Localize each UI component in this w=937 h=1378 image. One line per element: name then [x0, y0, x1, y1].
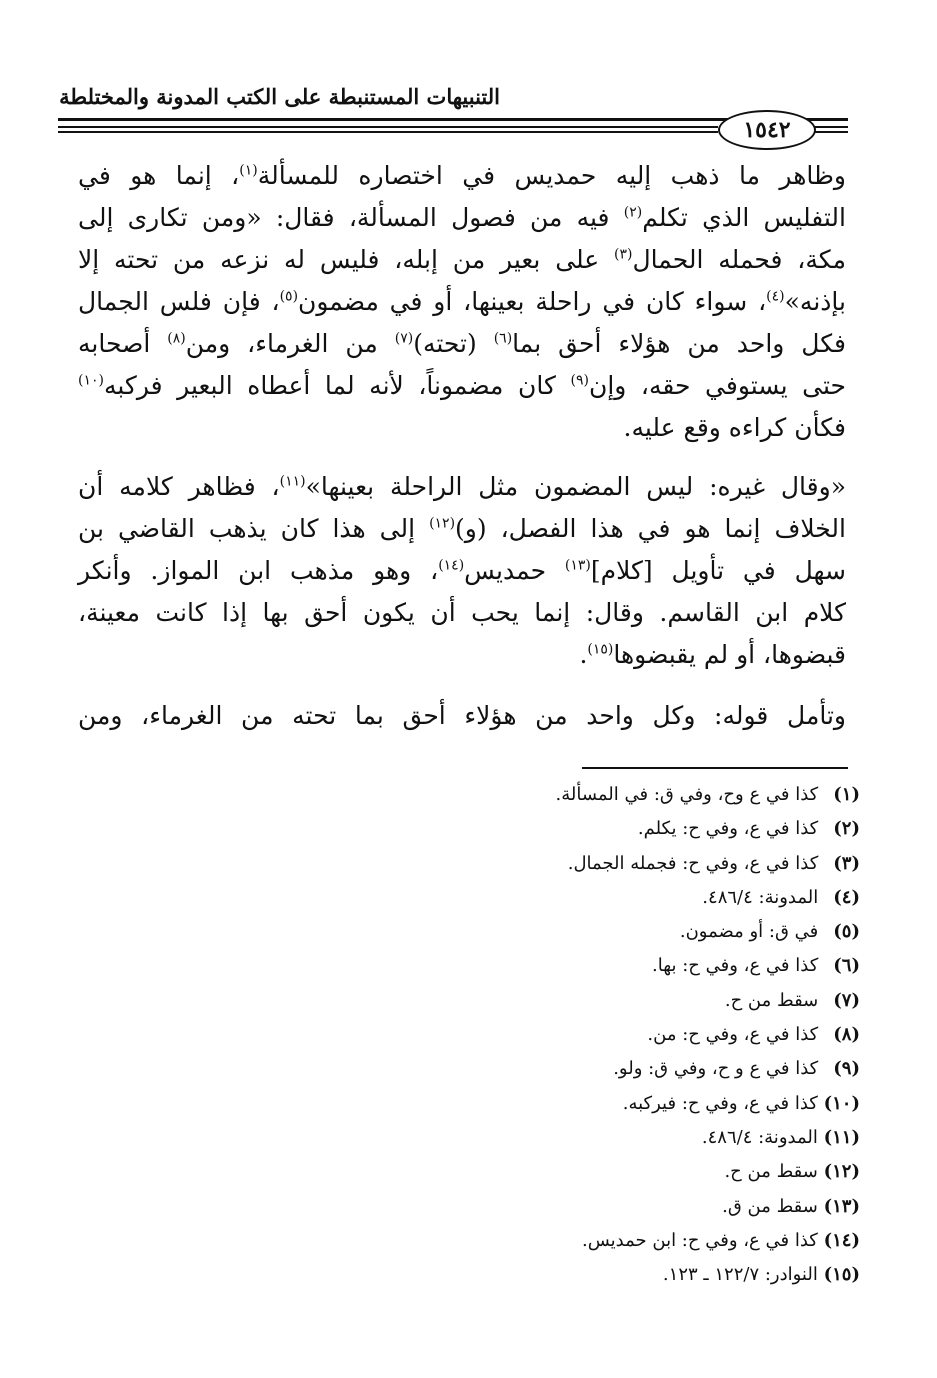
- text-line: حتى يستوفي حقه، وإن$^{(٩)}$ كان مضموناً، لأنه لما أعطاه البعير فركبه$^{(١٠)}$: [78, 371, 846, 400]
- header-double-rule-left: [58, 126, 718, 128]
- footnote: [440, 1121, 860, 1155]
- footnote-number: (١): [833, 784, 860, 805]
- footnotes: [440, 778, 860, 1292]
- text-line: سهل في تأويل [كلام]$^{(١٣)}$ حمديس$^{(١٤)}$، وهو مذهب ابن المواز. وأنكر: [78, 556, 846, 585]
- footnote-ref: (١٥): [587, 641, 614, 658]
- footnote-text: كذا في ع، وفي ح: بها.: [651, 955, 819, 977]
- footnote-number: (٩): [833, 1058, 860, 1080]
- footnote-number: (٥): [833, 921, 860, 943]
- footnote: [440, 1190, 860, 1224]
- footnote-divider: [582, 767, 848, 769]
- footnote: [440, 949, 860, 983]
- text-line: وظاهر ما ذهب إليه حمديس في اختصاره للمسألة$^{(١)}$، إنما هو في: [78, 161, 846, 190]
- footnote-text: سقط من ق.: [722, 1195, 818, 1217]
- footnote-number: (٤): [833, 886, 860, 908]
- footnote: [440, 1155, 860, 1189]
- page-number: ١٥٤٢: [718, 110, 816, 150]
- footnote-text: كذا في ع، وفي ح: من.: [647, 1024, 819, 1046]
- footnote-ref: (٥): [279, 288, 299, 305]
- footnote-ref: (٩): [570, 372, 589, 389]
- footnote-ref: (٤): [766, 288, 785, 305]
- footnote: [440, 1087, 860, 1121]
- footnote: [440, 881, 860, 915]
- text-line: قبضوها، أو لم يقبضوها$^{(١٥)}$.: [579, 640, 846, 669]
- footnote-text: في ق: أو مضمون.: [679, 921, 819, 943]
- footnote: [440, 847, 860, 881]
- footnote-ref: (١٤): [438, 557, 465, 574]
- footnote-text: كذا في ع، وفي ح: ابن حمديس.: [581, 1229, 818, 1251]
- footnote: [440, 778, 860, 812]
- text-line: فكل واحد من هؤلاء أحق بما$^{(٦)}$ (تحته)$^{(٧)}$ من الغرماء، ومن$^{(٨)}$ أصحابه: [78, 329, 846, 358]
- footnote: [440, 984, 860, 1018]
- footnote: [440, 915, 860, 949]
- footnote-ref: (١٢): [429, 515, 456, 532]
- footnote-text: كذا في ع و ح، وفي ق: ولو.: [613, 1058, 819, 1080]
- footnote-ref: (٦): [493, 330, 513, 347]
- footnote-text: سقط من ح.: [724, 989, 819, 1011]
- footnote-ref: (٧): [394, 330, 414, 347]
- text-line: «وقال غيره: ليس المضمون مثل الراحلة بعينها»$^{(١١)}$، فظاهر كلامه أن: [78, 472, 846, 501]
- body-paragraph: [78, 695, 846, 737]
- footnote-ref: (١٣): [564, 557, 591, 574]
- footnote-text: كذا في ع، وفي ح: فيركبه.: [622, 1092, 818, 1114]
- text-line: مكة، فحمله الحمال$^{(٣)}$ على بعير من إبله، فليس له نزعه من تحته إلا: [78, 245, 846, 274]
- footnote-text: كذا في ع وح، وفي ق: في المسألة.: [555, 784, 819, 805]
- footnote-number: (١٠): [823, 1092, 860, 1114]
- footnote-number: (١٥): [823, 1264, 860, 1286]
- text-line: وتأمل قوله: وكل واحد من هؤلاء أحق بما تحته من الغرماء، ومن: [78, 701, 846, 730]
- footnote-number: (١٢): [823, 1161, 860, 1183]
- text-line: بإذنه»$^{(٤)}$، سواء كان في راحلة بعينها، أو في مضمون$^{(٥)}$، فإن فلس الجمال: [78, 287, 846, 316]
- text-line: الخلاف إنما هو في هذا الفصل، (و)$^{(١٢)}$ إلى هذا كان يذهب القاضي بن: [78, 514, 846, 543]
- header-double-rule-right-inner: [812, 131, 848, 133]
- footnote-ref: (١): [239, 162, 258, 179]
- footnote-number: (٨): [833, 1024, 860, 1046]
- footnote-ref: (٢): [623, 204, 643, 221]
- footnote-text: سقط من ح.: [724, 1161, 818, 1183]
- footnote: [440, 1018, 860, 1052]
- footnote: [440, 1224, 860, 1258]
- footnote-text: النوادر: ١٢٢/٧ ـ ١٢٣.: [662, 1264, 818, 1286]
- footnote-number: (٧): [833, 989, 860, 1011]
- footnote-number: (١١): [823, 1126, 860, 1148]
- body-paragraph: [78, 466, 846, 676]
- footnote-ref: (١٠): [78, 372, 104, 389]
- footnote-ref: (٣): [614, 246, 633, 263]
- header-double-rule-left-inner: [58, 131, 718, 133]
- footnote-text: المدونة: ٤٨٦/٤.: [702, 886, 819, 908]
- footnote-ref: (١١): [279, 473, 306, 490]
- footnote: [440, 1258, 860, 1292]
- running-title: التنبيهات المستنبطة على الكتب المدونة والمختلطة: [59, 84, 500, 109]
- footnote-number: (٦): [833, 955, 860, 977]
- text-line: التفليس الذي تكلم$^{(٢)}$ فيه من فصول المسألة، فقال: «ومن تكارى إلى: [78, 203, 846, 232]
- footnote-number: (١٣): [823, 1195, 860, 1217]
- footnote-text: المدونة: ٤٨٦/٤.: [701, 1126, 818, 1148]
- footnote-number: (٣): [833, 852, 860, 874]
- body-paragraph: [78, 155, 846, 449]
- footnote: [440, 812, 860, 846]
- footnote-text: كذا في ع، وفي ح: يكلم.: [637, 818, 819, 840]
- header-double-rule-right: [812, 126, 848, 128]
- footnote-ref: (٨): [167, 330, 186, 347]
- footnote-text: كذا في ع، وفي ح: فجمله الجمال.: [567, 852, 819, 874]
- text-line: فكأن كراءه وقع عليه.: [623, 413, 846, 442]
- footnote-number: (٢): [833, 818, 860, 840]
- text-line: كلام ابن القاسم. وقال: إنما يحب أن يكون أحق بها إذا كانت معينة،: [78, 598, 846, 627]
- footnote: [440, 1052, 860, 1086]
- footnote-number: (١٤): [823, 1229, 860, 1251]
